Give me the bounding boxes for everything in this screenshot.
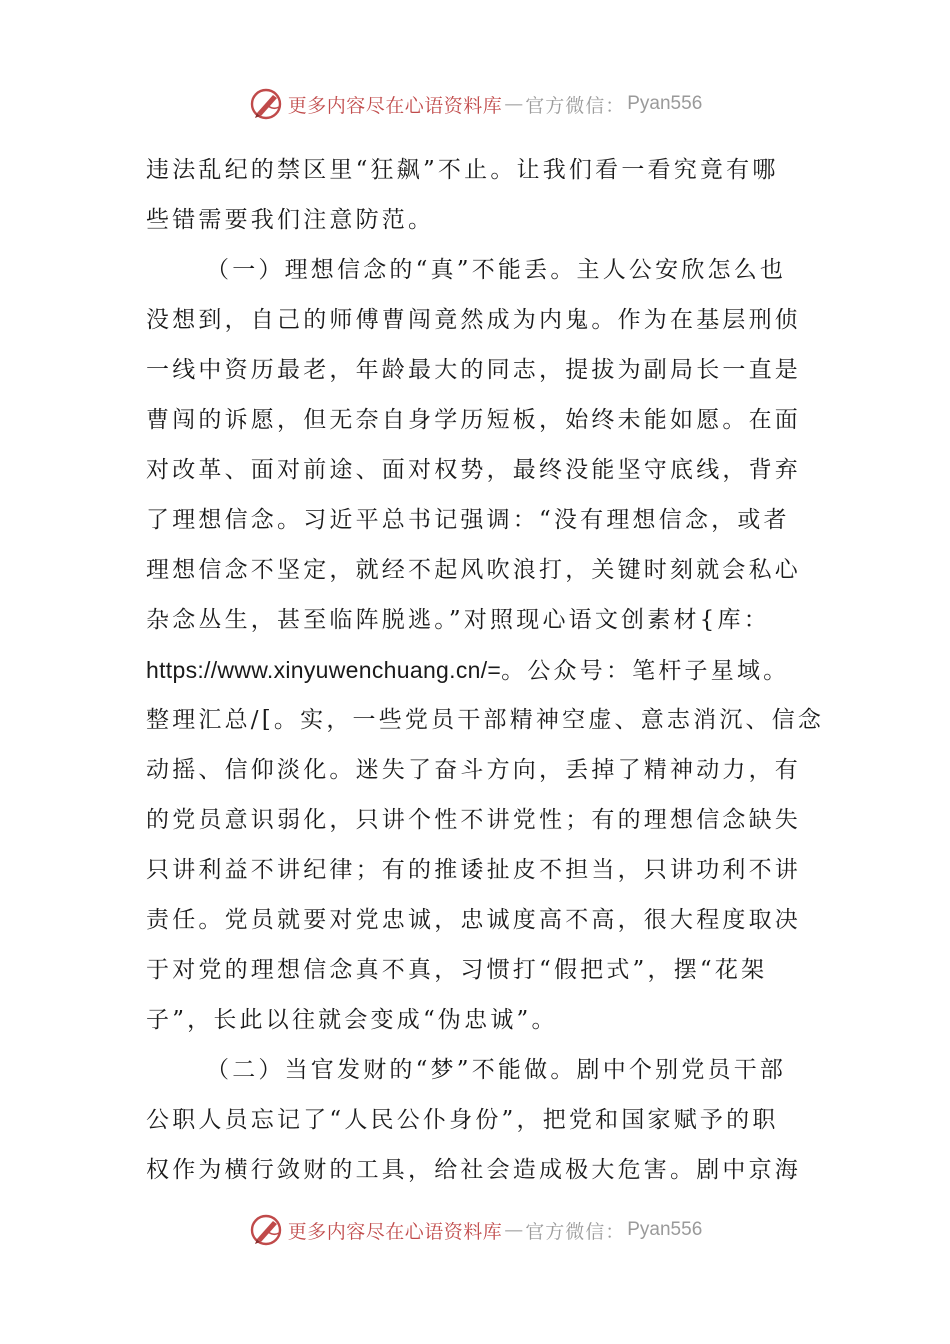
watermark-brand: 更多内容尽在心语资料库 [287,1220,503,1243]
watermark-dash: — [504,93,524,115]
text-line: 一线中资历最老，年龄最大的同志，提拔为副局长一直是 [146,357,801,383]
url-line [146,645,806,695]
watermark-official: 官方微信： [525,1220,626,1243]
text-line: 公职人员忘记了“人民公仆身份”，把党和国家赋予的职 [146,1107,779,1133]
text-line: 了理想信念。习近平总书记强调：“没有理想信念，或者 [146,507,790,533]
watermark-official: 官方微信： [525,94,626,117]
text-line: 曹闯的诉愿，但无奈自身学历短板，始终未能如愿。在面 [146,407,801,433]
text-line: 对改革、面对前途、面对权势，最终没能坚守底线，背弃 [146,457,801,483]
text-line: 杂念丛生，甚至临阵脱逃。”对照现心语文创素材{库： [146,607,770,633]
watermark-brand: 更多内容尽在心语资料库 [287,94,503,117]
pen-seal-icon [248,1212,284,1248]
text-line: 整理汇总/[。实，一些党员干部精神空虚、意志消沉、信念 [146,707,825,733]
text-line: 的党员意识弱化，只讲个性不讲党性；有的理想信念缺失 [146,807,801,833]
text-line: 只讲利益不讲纪律；有的推诿扯皮不担当，只讲功利不讲 [146,857,801,883]
header-watermark [0,84,950,124]
text-line: 于对党的理想信念真不真，习惯打“假把式”，摆“花架 [146,957,768,983]
watermark-wechat-id: Pyan556 [627,1219,703,1240]
document-body [146,145,825,1195]
text-line: 责任。党员就要对党忠诚，忠诚度高不高，很大程度取决 [146,907,801,933]
public-account-text: 。公众号：笔杆子星域。 [501,658,790,684]
section-heading-1: （一）理想信念的“真”不能丢。主人公安欣怎么也 [206,257,787,283]
footer-watermark [0,1210,950,1250]
text-line: 违法乱纪的禁区里“狂飙”不止。让我们看一看究竟有哪 [146,157,779,183]
section-heading-2: （二）当官发财的“梦”不能做。剧中个别党员干部 [206,1057,787,1083]
source-url: https://www.xinyuwenchuang.cn/= [146,657,502,683]
watermark-wechat-id: Pyan556 [627,93,703,114]
text-line: 权作为横行敛财的工具，给社会造成极大危害。剧中京海 [146,1157,801,1183]
text-line: 没想到，自己的师傅曹闯竟然成为内鬼。作为在基层刑侦 [146,307,801,333]
text-line: 理想信念不坚定，就经不起风吹浪打，关键时刻就会私心 [146,557,801,583]
pen-seal-icon [248,86,284,122]
text-line: 些错需要我们注意防范。 [146,207,435,233]
text-line: 子”，长此以往就会变成“伪忠诚”。 [146,1007,558,1033]
text-line: 动摇、信仰淡化。迷失了奋斗方向，丢掉了精神动力，有 [146,757,801,783]
watermark-dash: — [504,1219,524,1241]
